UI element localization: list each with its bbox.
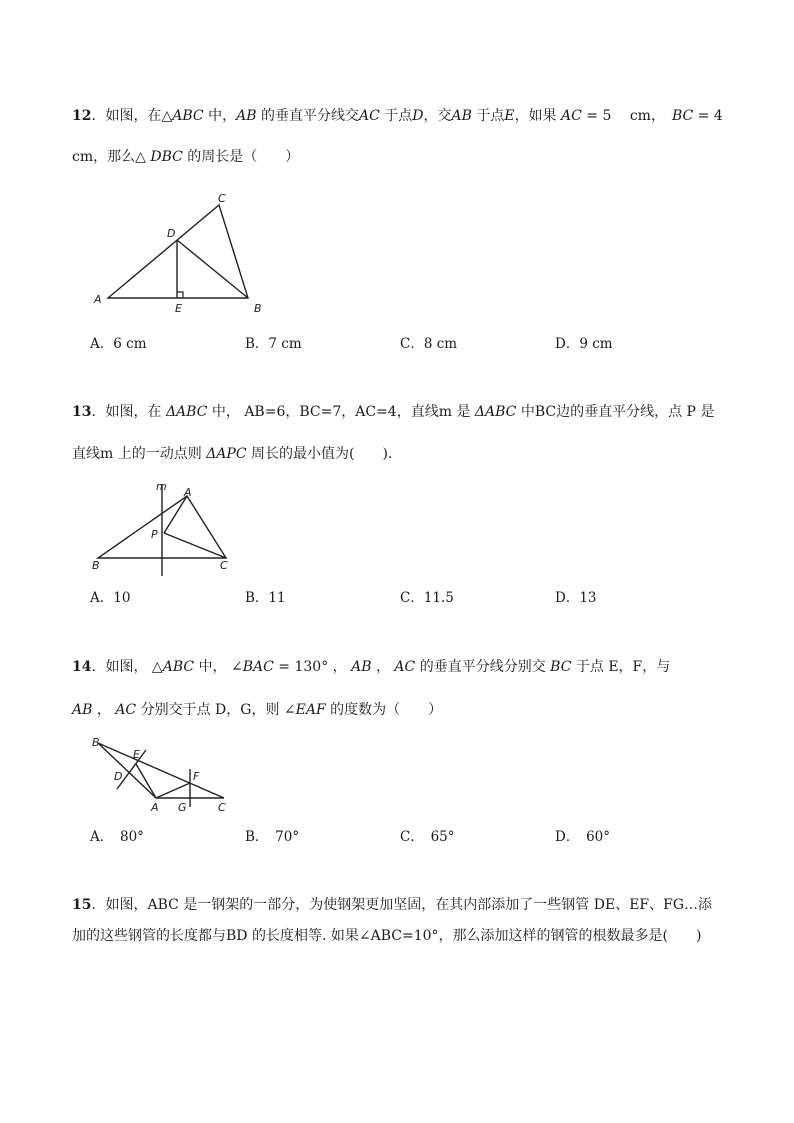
q14-text: ，	[92, 702, 116, 718]
q14-math: AB	[351, 659, 372, 675]
q13-label-m: m	[156, 480, 167, 493]
q15-line1	[72, 895, 712, 915]
q12-math: BC	[671, 108, 694, 124]
q14-math: EAF	[295, 702, 326, 718]
q15-number: 15	[72, 897, 92, 913]
q13-option-d[interactable]: D．13	[555, 590, 597, 606]
q14-text: 分别交于点 D，G，则 ∠	[136, 702, 296, 718]
q14-label-g: G	[178, 801, 187, 814]
q12-text: 中，	[203, 108, 237, 124]
q13-line2	[72, 444, 392, 464]
q12-math: AB	[451, 108, 472, 124]
q14-line1	[72, 657, 670, 677]
q13-text: 直线m 上的一动点则	[72, 446, 207, 462]
q13-label-b: B	[92, 559, 100, 572]
q13-math: ΔAPC	[206, 446, 247, 462]
q14-figure	[88, 733, 238, 817]
q14-text: ，	[371, 659, 395, 675]
q14-number: 14	[72, 659, 92, 675]
q12-option-a[interactable]: A．6 cm	[90, 336, 147, 352]
q13-figure	[88, 478, 248, 578]
q12-math: ABC	[172, 108, 204, 124]
q13-line1	[72, 402, 714, 422]
q12-math: D	[412, 108, 424, 124]
q12-number: 12	[72, 108, 92, 124]
q14-text: 于点 E，F，与	[571, 659, 671, 675]
q12-label-e: E	[175, 302, 182, 315]
q12-text: 的垂直平分线交	[256, 108, 359, 124]
q14-segment-af	[156, 783, 190, 798]
q12-right-angle	[177, 292, 183, 298]
q12-text: 于点	[379, 108, 413, 124]
q12-label-a: A	[94, 293, 102, 306]
q14-line2	[72, 700, 442, 720]
q12-segment-db	[177, 240, 248, 298]
q14-option-b[interactable]: B． 70°	[245, 829, 300, 845]
q14-option-c[interactable]: C． 65°	[400, 829, 455, 845]
q12-option-d[interactable]: D．9 cm	[555, 336, 613, 352]
q13-option-a[interactable]: A．10	[90, 590, 131, 606]
q13-text: ．如图，在	[91, 404, 166, 420]
q14-label-d: D	[114, 770, 123, 783]
q15-line2	[72, 926, 701, 946]
q14-label-b: B	[92, 736, 100, 749]
q12-line2	[72, 147, 299, 167]
q13-text: 中， AB=6，BC=7，AC=4，直线m 是	[207, 404, 475, 420]
q13-math: ΔABC	[474, 404, 517, 420]
q14-text: 中， ∠	[194, 659, 243, 675]
q14-label-c: C	[218, 801, 226, 814]
q14-text: = 130° ，	[273, 659, 352, 675]
q12-text: cm，那么△	[72, 149, 151, 165]
q12-math: DBC	[150, 149, 183, 165]
q13-option-c[interactable]: C．11.5	[400, 590, 454, 606]
q12-label-c: C	[218, 192, 226, 205]
q12-math: AC	[358, 108, 380, 124]
q14-label-e: E	[133, 748, 140, 761]
q12-text: 于点	[471, 108, 505, 124]
q13-label-p: P	[151, 528, 158, 541]
q14-option-d[interactable]: D． 60°	[555, 829, 611, 845]
q12-label-d: D	[167, 227, 176, 240]
q12-math: AB	[236, 108, 257, 124]
q12-text: = 4	[693, 108, 723, 124]
q14-label-f: F	[193, 770, 200, 783]
q14-math: AC	[115, 702, 137, 718]
q12-text: ，交	[423, 108, 452, 124]
q12-text: △	[161, 108, 173, 124]
q13-text: 中BC边的垂直平分线，点 P 是	[516, 404, 715, 420]
q13-option-b[interactable]: B．11	[245, 590, 286, 606]
q14-text: 的垂直平分线分别交	[415, 659, 551, 675]
q14-segment-ba	[98, 743, 156, 798]
q13-label-a: A	[184, 486, 192, 499]
q12-option-c[interactable]: C．8 cm	[400, 336, 458, 352]
q12-label-b: B	[254, 302, 262, 315]
q14-math: AB	[72, 702, 93, 718]
q12-math: AC	[561, 108, 582, 124]
q13-segment-pc	[164, 533, 226, 558]
q13-segment-pa	[164, 496, 187, 533]
q12-figure	[88, 190, 278, 320]
q15-text: 加的这些钢管的长度都与BD 的长度相等. 如果∠ABC=10°，那么添加这样的钢管的根数最多是( )	[72, 928, 702, 944]
q12-text: ，如果	[514, 108, 562, 124]
q14-label-a: A	[151, 801, 159, 814]
q14-math: BAC	[242, 659, 274, 675]
q12-text: = 5 cm，	[581, 108, 672, 124]
q12-text: 的周长是（ ）	[182, 149, 300, 165]
q12-triangle	[108, 205, 248, 298]
q13-math: ΔABC	[165, 404, 208, 420]
q14-text: ．如图， △	[91, 659, 163, 675]
q15-text: ．如图，ABC 是一钢架的一部分，为使钢架更加坚固，在其内部添加了一些钢管 DE、EF、FG…添	[91, 897, 713, 913]
q13-label-c: C	[220, 559, 228, 572]
q14-math: ABC	[162, 659, 195, 675]
q14-math: AC	[394, 659, 416, 675]
q14-math: BC	[550, 659, 572, 675]
q12-text: ．如图，在	[91, 108, 162, 124]
q13-text: 周长的最小值为( ).	[246, 446, 393, 462]
q14-text: 的度数为（ ）	[325, 702, 443, 718]
q14-option-a[interactable]: A． 80°	[90, 829, 144, 845]
q12-option-b[interactable]: B．7 cm	[245, 336, 302, 352]
q13-number: 13	[72, 404, 92, 420]
q12-math: E	[504, 108, 515, 124]
q12-line1	[72, 106, 723, 126]
